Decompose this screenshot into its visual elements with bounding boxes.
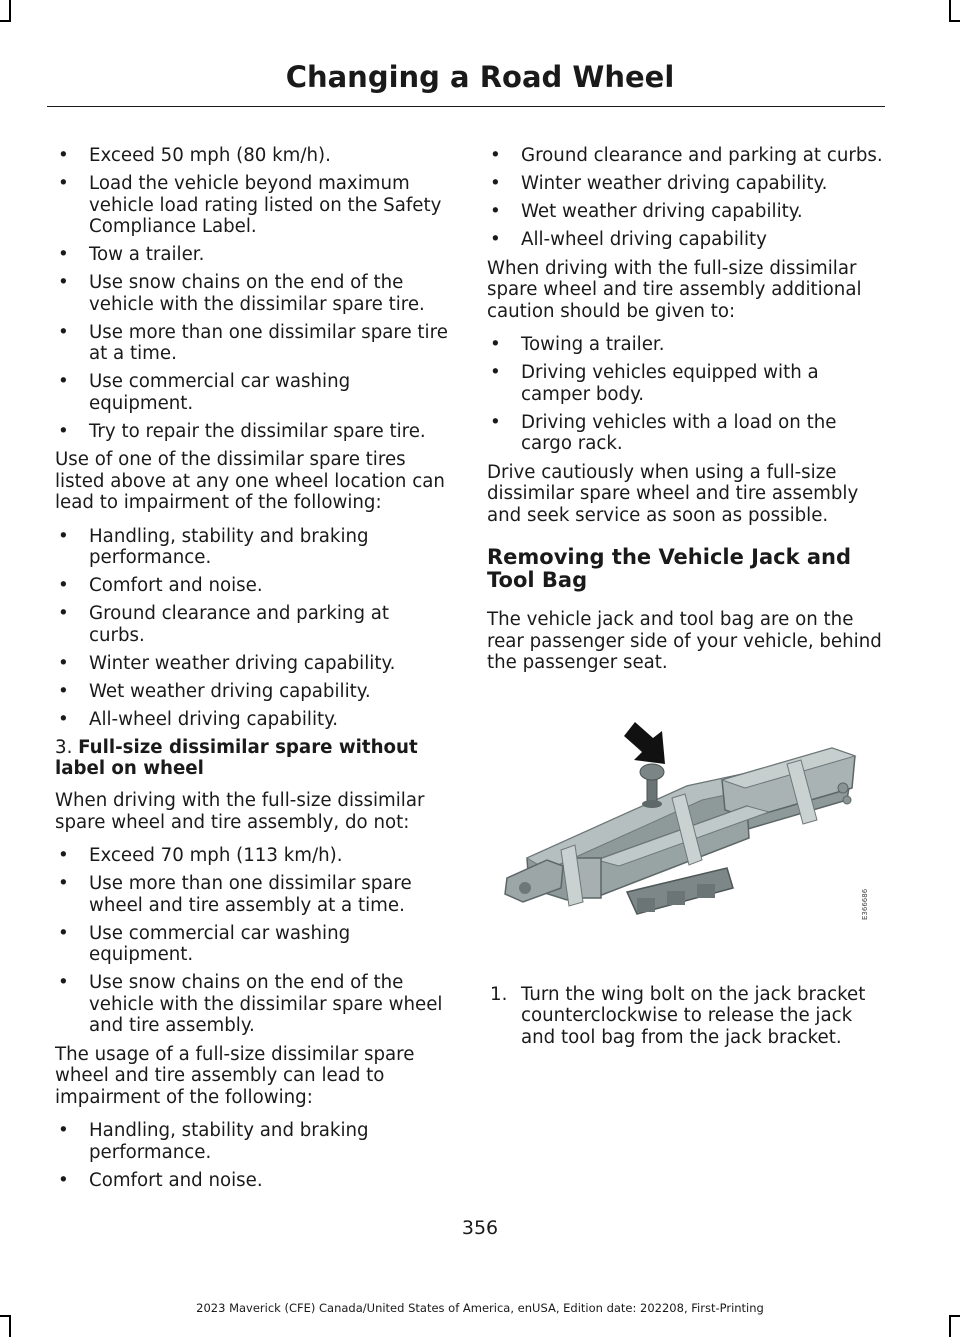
list-item: • Towing a trailer. — [490, 334, 665, 355]
header-rule — [47, 106, 885, 107]
list-item: • Exceed 50 mph (80 km/h). — [58, 145, 331, 166]
list-item: • Handling, stability and braking performance. — [58, 525, 369, 568]
page-title: Changing a Road Wheel — [285, 60, 675, 94]
list-item: • Use more than one dissimilar spare tire at a time. — [58, 321, 448, 364]
page-number: 356 — [461, 1217, 499, 1239]
jack-tool-bag-figure — [487, 688, 883, 958]
figure-code: E366686 — [861, 888, 869, 920]
left-column — [55, 145, 450, 1198]
list-item: • Ground clearance and parking at curbs. — [58, 603, 390, 646]
list-item: • Comfort and noise. — [58, 1169, 263, 1191]
list-item: • Tow a trailer. — [58, 244, 205, 265]
step-3-heading: 3. Full-size dissimilar spare without label on wheel — [55, 737, 418, 779]
list-item: • Load the vehicle beyond maximum vehicle load rating listed on the Safety Compliance Label. — [58, 173, 442, 237]
list-item: • Driving vehicles with a load on the cargo rack. — [490, 411, 837, 454]
left-list-4 — [55, 1120, 450, 1191]
list-item: • Comfort and noise. — [58, 575, 263, 596]
crop-mark-top-right-h — [949, 20, 960, 22]
step-item: 1. Turn the wing bolt on the jack bracket counterclockwise to release the jack and tool bag from the jack bracket. — [490, 983, 866, 1048]
paragraph: Use of one of the dissimilar spare tires listed above at any one wheel location can lead to impairment of the following: — [55, 449, 445, 513]
list-item: • Use more than one dissimilar spare wheel and tire assembly at a time. — [58, 873, 412, 916]
right-list-1 — [487, 145, 883, 251]
arrow-icon — [624, 722, 665, 764]
left-list-1 — [55, 145, 450, 442]
right-column — [487, 145, 883, 1048]
paragraph: Drive cautiously when using a full-size dissimilar spare wheel and tire assembly and seek service as soon as possible. — [487, 461, 859, 526]
left-list-2 — [55, 526, 450, 731]
jack-tool-bag-illustration — [487, 688, 883, 958]
footer-edition: 2023 Maverick (CFE) Canada/United States of America, enUSA, Edition date: 202208, First-Printing — [196, 1301, 764, 1315]
section-heading: Removing the Vehicle Jack and Tool Bag — [487, 545, 852, 592]
list-item: • Handling, stability and braking performance. — [58, 1120, 369, 1163]
crop-mark-bottom-right-v — [949, 1315, 951, 1337]
list-item: • Use commercial car washing equipment. — [58, 371, 351, 414]
list-item: • Wet weather driving capability. — [58, 680, 371, 702]
paragraph: When driving with the full-size dissimilar spare wheel and tire assembly, do not: — [55, 790, 425, 833]
list-item: • Use snow chains on the end of the vehicle with the dissimilar spare wheel and tire assembly. — [58, 972, 443, 1036]
list-item: • All-wheel driving capability. — [58, 708, 339, 730]
crop-mark-bottom-left-v — [9, 1315, 11, 1337]
crop-mark-top-left-h — [0, 20, 11, 22]
list-item: • All-wheel driving capability — [490, 229, 767, 250]
crop-mark-bottom-right-h — [949, 1315, 960, 1317]
list-item: • Use commercial car washing equipment. — [58, 922, 351, 965]
list-item: • Wet weather driving capability. — [490, 201, 803, 222]
list-item: • Winter weather driving capability. — [58, 652, 396, 674]
right-list-2 — [487, 334, 883, 455]
list-item: • Try to repair the dissimilar spare tire. — [58, 420, 426, 442]
paragraph: The vehicle jack and tool bag are on the rear passenger side of your vehicle, behind the passenger seat. — [487, 609, 882, 673]
crop-mark-top-left-v — [9, 0, 11, 22]
list-item: • Driving vehicles equipped with a camper body. — [490, 362, 819, 405]
paragraph: The usage of a full-size dissimilar spare wheel and tire assembly can lead to impairment of the following: — [55, 1043, 415, 1108]
list-item: • Exceed 70 mph (113 km/h). — [58, 845, 343, 866]
list-item: • Use snow chains on the end of the vehicle with the dissimilar spare tire. — [58, 272, 425, 315]
paragraph: When driving with the full-size dissimilar spare wheel and tire assembly additional caution should be given to: — [487, 257, 862, 322]
left-list-3 — [55, 845, 450, 1037]
crop-mark-bottom-left-h — [0, 1315, 11, 1317]
steps-list — [487, 984, 883, 1049]
list-item: • Winter weather driving capability. — [490, 173, 828, 194]
crop-mark-top-right-v — [949, 0, 951, 22]
list-item: • Ground clearance and parking at curbs. — [490, 145, 883, 166]
